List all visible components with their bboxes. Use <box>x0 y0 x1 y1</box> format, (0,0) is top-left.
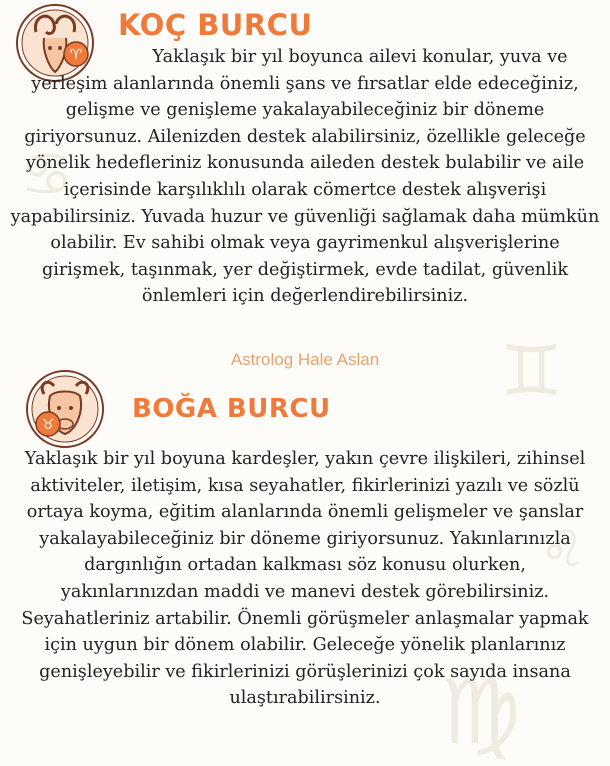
taurus-symbol: ♉ <box>41 417 55 433</box>
aries-symbol: ♈ <box>69 47 83 63</box>
background-zodiac-mark: ♋ <box>20 140 74 210</box>
bull-icon <box>24 368 106 450</box>
background-zodiac-mark: ♌ <box>540 520 585 578</box>
author-signature: Astrolog Hale Aslan <box>230 350 380 369</box>
background-zodiac-mark: ♊ <box>500 330 563 412</box>
taurus-badge <box>24 368 106 450</box>
taurus-title: BOĞA BURCU <box>132 394 331 424</box>
aries-title: KOÇ BURCU <box>118 8 313 42</box>
background-zodiac-mark: ♍ <box>440 660 521 765</box>
taurus-text: Yaklaşık bir yıl boyuna kardeşler, yakın çevre ilişkileri, zihinsel aktiviteler, iletişim, kısa seyahatler, fikirlerinizi yazılı ve sözlü ortaya koyma, eğitim alanlarında önemli gelişmeler ve şanslar yakalayabileceğiniz bir döneme giriyorsunuz. Yakınlarınızla dargınlığın ortadan kalkması söz konusu olurken, yakınlarınızdan maddi ve manevi destek görebilirsiniz. Seyahatleriniz artabilir. Önemli görüşmeler anlaşmalar yapmak için uygun bir dönem olabilir. Geleceğe yönelik planlarınız genişleyebilir ve fikirlerinizi görüşlerinizi çok sayıda insana ulaştırabilirsiniz. <box>21 449 589 709</box>
aries-text: Yaklaşık bir yıl boyunca ailevi konular, yuva ve yerleşim alanlarında önemli şans ve fırsatlar elde edeceğiniz, gelişme ve genişleme yakalayabileceğiniz bir döneme giriyorsunuz. Ailenizden destek alabilirsiniz, özellikle geleceğe yönelik hedefleriniz konusunda aileden destek bulabilir ve aile içerisinde karşılıklılı olarak cömertce destek alışverişi yapabilirsiniz. Yuvada huzur ve güvenliği sağlamak daha mümkün olabilir. Ev sahibi olmak veya gayrimenkul alışverişlerine girişmek, taşınmak, yer değiştirmek, evde tadilat, güvenlik önlemleri için değerlendirebilirsiniz. <box>10 47 600 307</box>
